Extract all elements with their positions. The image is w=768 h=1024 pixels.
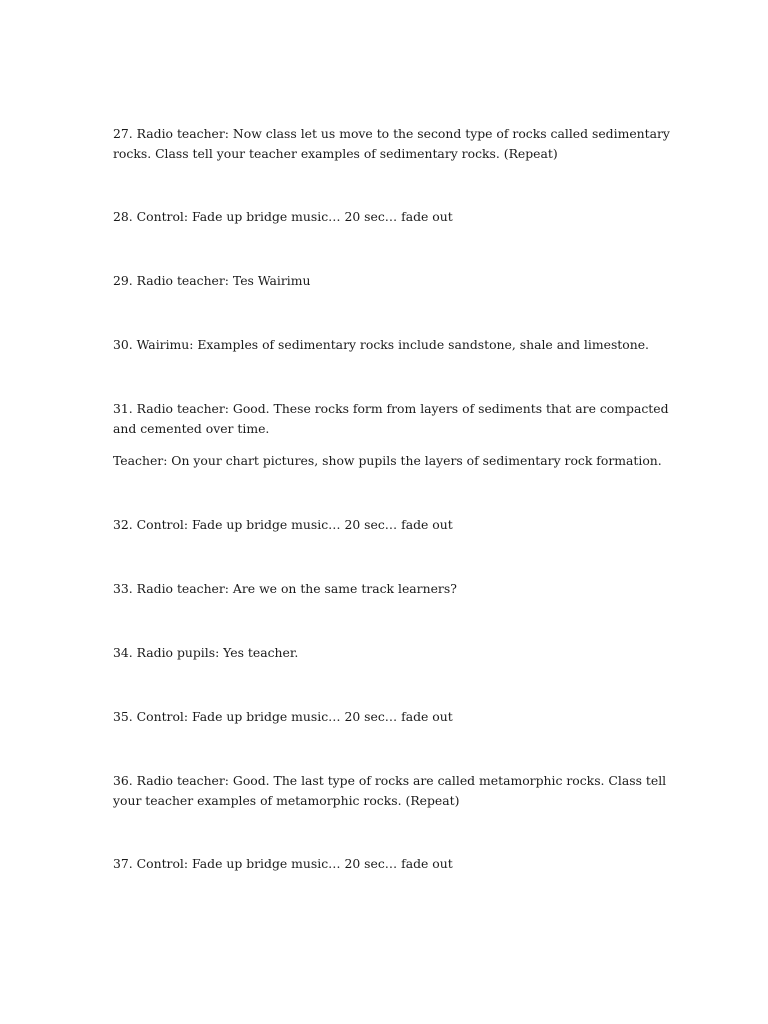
paragraph-35: 35. Control: Fade up bridge music… 20 sec… fade out [113, 709, 453, 724]
paragraph-36: 36. Radio teacher: Good. The last type of rocks are called metamorphic rocks. Class tell your teacher examples of metamorphic rocks. (Repeat) [113, 773, 667, 808]
paragraph-27: 27. Radio teacher: Now class let us move to the second type of rocks called sedimentary rocks. Class tell your teacher examples of sedimentary rocks. (Repeat) [113, 126, 670, 161]
paragraph-34: 34. Radio pupils: Yes teacher. [113, 645, 299, 660]
paragraph-31: 31. Radio teacher: Good. These rocks form from layers of sediments that are compacted and cemented over time. [113, 401, 669, 436]
paragraph-29: 29. Radio teacher: Tes Wairimu [113, 273, 311, 288]
paragraph-30: 30. Wairimu: Examples of sedimentary rocks include sandstone, shale and limestone. [113, 337, 649, 352]
paragraph-33: 33. Radio teacher: Are we on the same track learners? [113, 581, 457, 596]
paragraph-32: 32. Control: Fade up bridge music… 20 sec… fade out [113, 517, 453, 532]
paragraph-teacher-note: Teacher: On your chart pictures, show pupils the layers of sedimentary rock formation. [113, 453, 662, 468]
paragraph-37: 37. Control: Fade up bridge music… 20 sec… fade out [113, 856, 453, 871]
paragraph-28: 28. Control: Fade up bridge music… 20 sec… fade out [113, 209, 453, 224]
